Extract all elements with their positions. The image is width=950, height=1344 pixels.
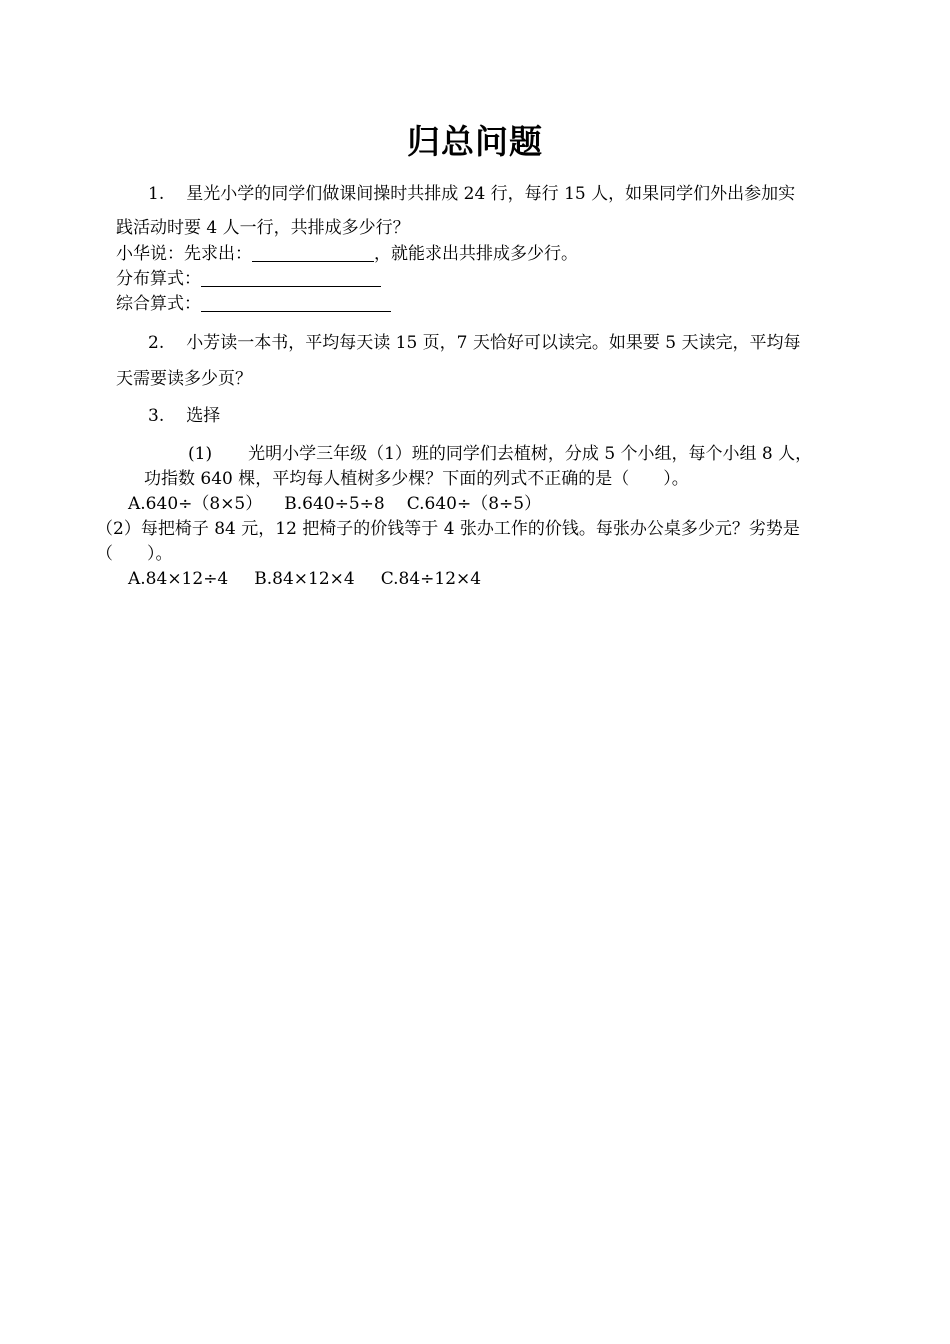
q2-number: 2.: [148, 333, 165, 353]
q1-combined-formula: [116, 293, 391, 315]
q3-sub2-options: [128, 568, 481, 590]
q2-text-line2: 天需要读多少页？: [116, 369, 252, 389]
q1-hint: [116, 243, 578, 265]
q3-sub2-option-b[interactable]: B.84×12×4: [254, 569, 355, 589]
q3-sub1-option-c[interactable]: C.640÷（8÷5）: [406, 494, 542, 514]
q3-sub1-text-line1: 光明小学三年级（1）班的同学们去植树，分成 5 个小组，每个小组 8 人，: [248, 444, 813, 464]
q3-sub1-text-line2: 功指数 640 棵，平均每人植树多少棵？下面的列式不正确的是（ ）。: [144, 469, 689, 489]
q2-text-line1: 小芳读一本书，平均每天读 15 页，7 天恰好可以读完。如果要 5 天读完，平均每: [186, 333, 801, 353]
q3-heading: [148, 405, 220, 427]
q3-sub1-option-a[interactable]: A.640÷（8×5）: [128, 494, 263, 514]
q1-text-line2: 践活动时要 4 人一行，共排成多少行？: [116, 218, 410, 238]
q3-sub2-option-a[interactable]: A.84×12÷4: [128, 569, 229, 589]
q3-label: 选择: [186, 406, 221, 426]
q3-sub1-line1: [188, 443, 812, 465]
q1-number: 1.: [148, 184, 165, 204]
q3-sub2-option-c[interactable]: C.84÷12×4: [380, 569, 482, 589]
q2-line1: [148, 332, 801, 354]
page-title: 归总问题: [407, 122, 543, 161]
q1-step-formula: [116, 268, 381, 290]
q3-sub2-text-line2: （ ）。: [96, 544, 173, 564]
q1-line1: [148, 183, 795, 205]
q1-combined-blank[interactable]: [201, 293, 391, 312]
q3-number: 3.: [148, 406, 165, 426]
q1-step-blank[interactable]: [201, 268, 381, 287]
q3-sub2-text-line1: （2）每把椅子 84 元，12 把椅子的价钱等于 4 张办工作的价钱。每张办公桌多少元？劣势是: [96, 519, 800, 539]
q1-step-label: 分布算式：: [116, 269, 201, 289]
q3-sub1-number: (1): [188, 444, 213, 464]
q1-hint-suffix: ，就能求出共排成多少行。: [374, 244, 578, 264]
q3-sub1-option-b[interactable]: B.640÷5÷8: [284, 494, 385, 514]
q1-hint-prefix: 小华说：先求出：: [116, 244, 252, 264]
q3-sub1-options: [128, 493, 541, 515]
q1-text-line1: 星光小学的同学们做课间操时共排成 24 行，每行 15 人，如果同学们外出参加实: [186, 184, 796, 204]
q1-hint-blank[interactable]: [252, 243, 374, 262]
q1-combined-label: 综合算式：: [116, 294, 201, 314]
